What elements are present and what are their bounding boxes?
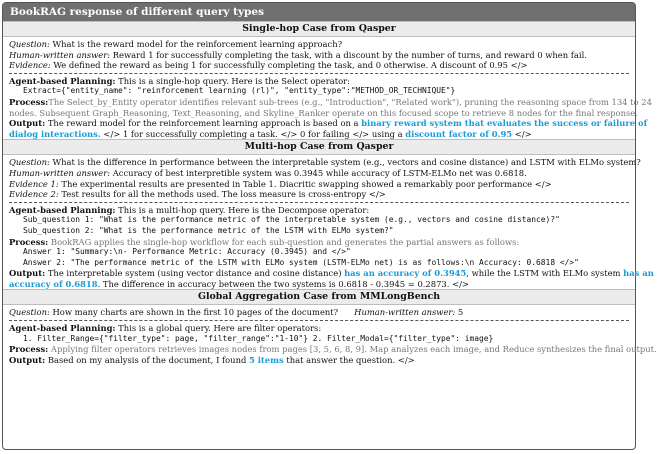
single-output-cont [9,129,629,140]
response-panel [2,2,657,450]
process-label: Process: [9,96,49,107]
process-text-1: The Select_by_Entity operator identifies relevant sub-trees (e.g., "Introduction", "Related work"), pruning the reasoning space from 134 to 24 [48,96,652,107]
output-label: Output: [9,354,46,365]
planning-label: Agent-based Planning: [9,323,116,334]
human-answer-label: Human-written answer: [354,307,456,318]
question-text: What is the reward model for the reinforcement learning approach? [49,39,343,49]
question-text: How many charts are shown in the first 10 pages of the document? [49,307,339,318]
evidence-text: The experimental results are presented in Table 1. Diacritic swapping showed a remarkably poor performance </> [58,178,552,189]
planning-text: This is a global query. Here are filter operators: [115,323,322,334]
section-title-single-hop: Single-hop Case from Qasper [3,21,635,37]
global-filters: 1. Filter_Range={"filter_type": page, "filter_range":"1-10"} 2. Filter_Modal={"filter_type": image} [23,333,494,343]
multi-output-cont [9,279,629,290]
section-title-global: Global Aggregation Case from MMLongBench [3,289,635,305]
output-highlight: accuracy of 0.6818 [9,278,98,289]
evidence-text: Test results for all the methods used. The loss measure is cross-entropy </> [58,189,386,200]
output-highlight: has an [623,268,654,279]
multi-evidence-1 [9,179,629,190]
question-label: Question: [9,39,50,49]
output-text-a: The reward model for the reinforcement learning approach is based on a [45,118,362,129]
evidence-label: Evidence 1: [9,178,59,189]
multi-evidence-2 [9,189,629,200]
process-label: Process: [9,344,49,355]
process-label: Process: [9,236,49,247]
process-text: Applying filter operators retrieves images nodes from pages [3, 5, 6, 8, 9]. Map analyzes each image, and Reduce synthesizes the final output. [48,344,657,355]
multi-subquestion-1: Sub_question 1: "What is the performance metric of the interpretable system (e.g., vectors and cosine distance)?" [23,215,560,225]
human-answer-text: Accuracy of best interpretible system was 0.3945 while accuracy of LSTM-ELMo net was 0.6818. [110,167,527,178]
global-output [9,355,629,366]
output-highlight: 5 items [249,354,284,365]
global-process [9,344,657,355]
single-evidence [9,60,629,71]
evidence-text: We defined the reward as being 1 for successfully completing the task, and 0 otherwise. A discount of 0.95 </> [50,60,528,71]
multi-output [9,268,654,279]
single-output [9,118,648,129]
multi-subquestion-2: Sub_question 2: "What is the performance metric of the LSTM with ELMo system?" [23,225,394,235]
planning-label: Agent-based Planning: [9,204,116,215]
planning-label: Agent-based Planning: [9,75,116,86]
multi-planning [9,205,629,216]
planning-text: This is a multi-hop query. Here is the Decompose operator: [115,204,370,215]
section-title-multi-hop: Multi-hop Case from Qasper [3,139,635,155]
output-highlight: dialog interactions. [9,128,101,139]
planning-text: This is a single-hop query. Here is the Select operator: [115,75,350,86]
output-text: </> [512,128,532,139]
divider [9,202,629,203]
divider [9,73,629,74]
output-text: Based on my analysis of the document, I found [45,354,249,365]
output-text: that answer the question. </> [283,354,415,365]
question-label: Question: [9,157,50,168]
question-label: Question: [9,307,50,318]
question-text: What is the difference in performance between the interpretable system (e.g., vectors and cosine distance) and LSTM with ELMo system? [49,157,641,168]
output-highlight: binary reward system that evaluates the success or failure of [361,118,648,129]
multi-answer-2: Answer 2: "The performance metric of the LSTM with ELMo system (LSTM-ELMo net) is as follows:\n Accuracy: 0.6818 </>" [23,257,579,267]
divider [9,320,629,321]
output-text: . The difference in accuracy between the two systems is 0.6818 - 0.3945 = 0.2873. </> [97,278,469,289]
panel-content [3,21,657,365]
single-process-cont: nodes. Subsequent Graph_Reasoning, Text_Reasoning, and Skyline_Ranker operate on this focused scope to retrieve 8 nodes for the final response. [9,107,638,118]
global-question [9,305,629,318]
human-answer-label: Human-written answer: [9,49,111,60]
process-text: BookRAG applies the single-hop workflow for each sub-question and generates the partial answers as follows: [48,236,520,247]
single-planning [9,76,629,87]
human-answer-label: Human-written answer: [9,167,111,178]
multi-question [9,155,641,168]
single-human-answer [9,50,629,61]
multi-answer-1: Answer 1: "Summary:\n- Performance Metric: Accuracy (0.3945) and </>" [23,247,351,257]
output-highlight: has an accuracy of 0.3945 [344,268,467,279]
human-answer-text: 5 [455,307,464,318]
evidence-label: Evidence: [9,60,51,71]
output-text: , while the LSTM with ELMo system [466,268,624,279]
multi-process [9,237,629,248]
output-label: Output: [9,268,46,279]
output-text: The interpretable system (using vector distance and cosine distance) [45,268,345,279]
single-process [9,96,652,108]
multi-human-answer [9,168,629,179]
output-highlight: discount factor of 0.95 [405,128,513,139]
human-answer-text: Reward 1 for successfully completing the task, with a discount by the number of turns, and reward 0 when fail. [110,49,587,60]
evidence-label: Evidence 2: [9,189,59,200]
single-question [9,37,629,50]
panel-header: BookRAG response of different query types [3,3,635,21]
global-planning [9,323,629,334]
output-text: </> 0 for failing </> using a [280,128,406,139]
output-label: Output: [9,118,46,129]
single-extract-code: Extract={"entity_name": "reinforcement learning (rl)", "entity_type":"METHOD_OR_TECHNIQUE"} [23,86,456,96]
output-text: </> 1 for successfully completing a task. [100,128,281,139]
